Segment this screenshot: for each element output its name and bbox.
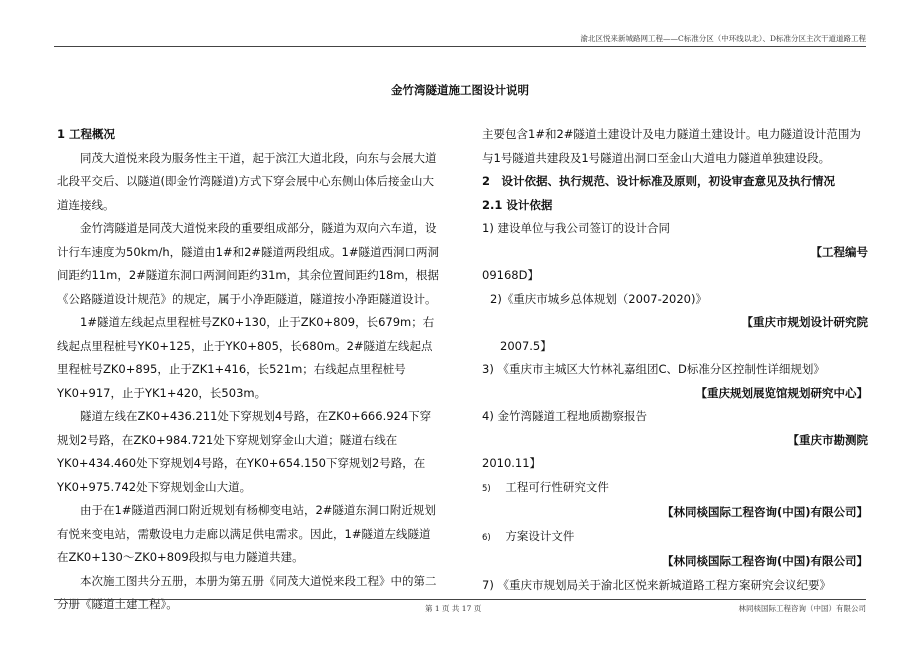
section-heading-2-1: 2.1 设计依据 [482,197,553,212]
list-number: 5) [482,483,491,494]
list-source: 【林同棪国际工程咨询(中国)有限公司】 [661,554,868,568]
list-item [482,476,868,502]
list-text: 工程可行性研究文件 [505,479,609,494]
list-text: 《重庆市城乡总体规划（2007-2020)》 [501,291,707,306]
list-item [482,405,868,429]
list-text: 金竹湾隧道工程地质勘察报告 [497,409,647,423]
list-source: 【重庆市规划设计研究院 [741,315,868,329]
list-number: 3) [482,362,494,376]
list-item [482,525,868,551]
list-number: 1) [482,221,494,235]
list-text: 方案设计文件 [505,528,575,543]
document-title: 金竹湾隧道施工图设计说明 [391,83,529,97]
section-heading-1: 1 工程概况 [57,127,116,141]
footer-company: 林同棪国际工程咨询（中国）有限公司 [738,604,866,613]
list-source-tail: 2007.5】 [500,338,552,353]
paragraph-volumes: 本次施工图共分五册，本册为第五册《同茂大道悦来段工程》中的第二分册《隧道土建工程》。 [57,573,437,611]
list-source-tail: 2010.11】 [482,456,542,470]
list-item [482,217,868,241]
list-item [482,288,868,312]
footer-divider [54,599,866,600]
page-number: 第 1 页 共 17 页 [425,604,482,613]
list-item [482,574,868,598]
paragraph-chainage: 1#隧道左线起点里程桩号ZK0+130，止于ZK0+809，长679m；右线起点里程桩号YK0+125，止于YK0+805，长680m。2#隧道左线起点里程桩号ZK0+895，止于ZK1+416，长521m；右线起点里程桩号YK0+917，止于YK1+420，长503m。 [57,315,435,400]
list-source: 【重庆市勘测院 [787,432,868,447]
list-number: 6) [482,532,491,543]
list-text: 《重庆市规划局关于渝北区悦来新城道路工程方案研究会议纪要》 [497,577,831,592]
list-number: 2) [490,291,502,306]
right-column [482,123,868,597]
paragraph-overview: 同茂大道悦来段为服务性主干道，起于滨江大道北段，向东与会展大道北段平交后、以隧道(即金竹湾隧道)方式下穿会展中心东侧山体后接金山大道连接线。 [57,150,437,212]
list-number: 4) [482,409,494,423]
list-source: 【重庆规划展览馆规划研究中心】 [695,385,868,400]
header-divider [54,46,866,47]
section-heading-2: 2 设计依据、执行规范、设计标准及原则，初设审查意见及执行情况 [482,174,835,188]
paragraph-continued: 主要包含1#和2#隧道土建设计及电力隧道土建设计。电力隧道设计范围为与1号隧道共建段及1号隧道出洞口至金山大道电力隧道单独建设段。 [482,127,861,165]
paragraph-crossings: 隧道左线在ZK0+436.211处下穿规划4号路，在ZK0+666.924下穿规划2号路，在ZK0+984.721处下穿规划穿金山大道；隧道右线在YK0+434.460处下穿规划4号路，在YK0+654.150下穿规划2号路，在YK0+975.742处下穿规划金山大道。 [57,409,432,494]
list-source: 【林同棪国际工程咨询(中国)有限公司】 [661,505,868,519]
list-number: 7) [482,577,494,592]
paragraph-tunnel-composition: 金竹湾隧道是同茂大道悦来段的重要组成部分，隧道为双向六车道，设计行车速度为50km/h，隧道由1#和2#隧道两段组成。1#隧道西洞口两洞间距约11m，2#隧道东洞口两洞间距约31m，其余位置间距约18m，根据《公路隧道设计规范》的规定，属于小净距隧道，隧道按小净距隧道设计。 [57,221,440,306]
list-item [482,358,868,382]
left-column [57,123,440,617]
list-text: 《重庆市主城区大竹林礼嘉组团C、D标准分区控制性详细规划》 [497,362,825,376]
paragraph-power-tunnel: 由于在1#隧道西洞口附近规划有杨柳变电站，2#隧道东洞口附近规划有悦来变电站，需敷设电力走廊以满足供电需求。因此，1#隧道左线隧道在ZK0+130～ZK0+809段拟与电力隧道共建。 [57,503,436,564]
running-header: 渝北区悦来新城路网工程——C标准分区（中环线以北）、D标准分区主次干道道路工程 [580,34,866,43]
list-source-tail: 09168D】 [482,268,539,282]
list-source: 【工程编号 [810,244,868,259]
list-text: 建设单位与我公司签订的设计合同 [497,221,670,235]
